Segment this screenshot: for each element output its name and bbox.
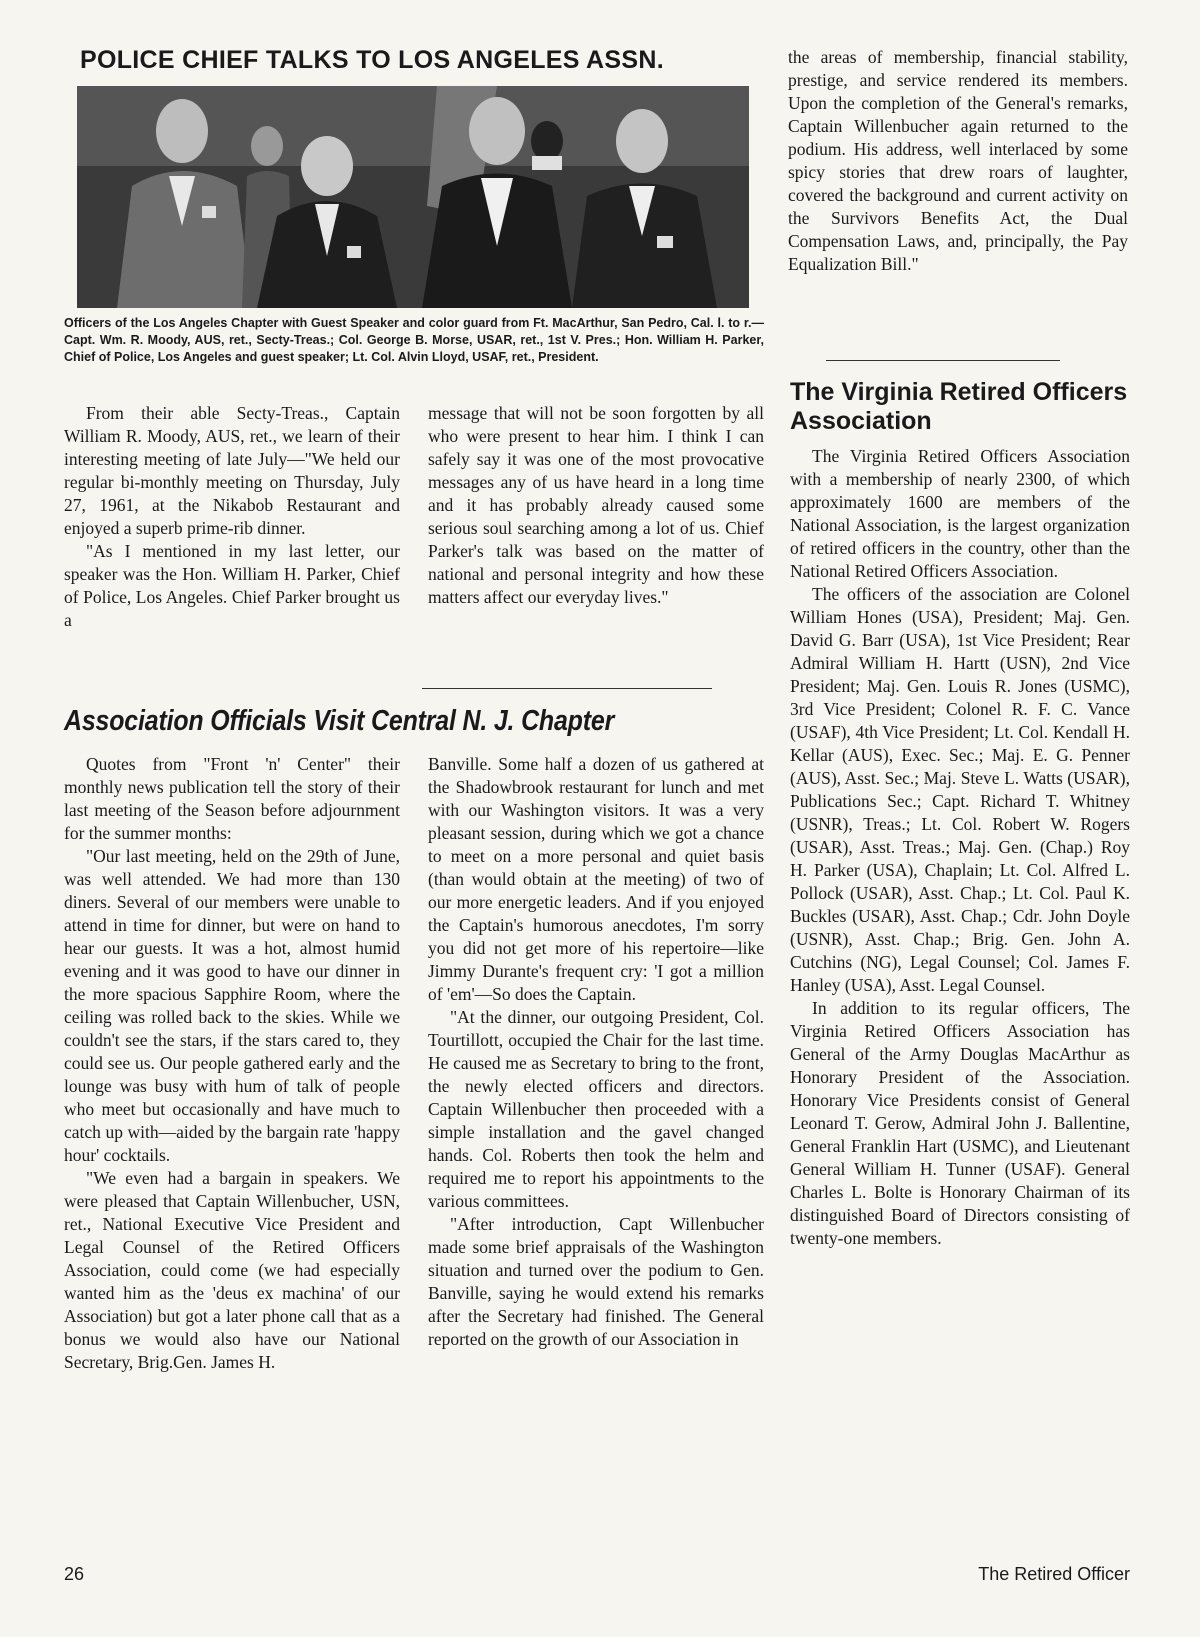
paragraph: Banville. Some half a dozen of us gathered at the Shadowbrook restaurant for lunch and met with our Washington visitors. It was a very pleasant session, during which we got a chance to meet on a more personal and quiet basis (than would obtain at the meeting) of two of our more energetic leaders. And if you enjoyed the Captain's humorous anecdotes, I'm sorry you did not get more of his repertoire—like Jimmy Durante's frequent cry: 'I got a million of 'em'—So does the Captain.	[428, 754, 764, 1004]
paragraph: From their able Secty-Treas., Captain William R. Moody, AUS, ret., we learn of their interesting meeting of late July—"We held our regular bi-monthly meeting on Thursday, July 27, 1961, at the Nikabob Restaurant and enjoyed a superb prime-rib dinner.	[64, 403, 400, 538]
paragraph: Quotes from "Front 'n' Center" their monthly news publication tell the story of their last meeting of the Season before adjournment for the summer months:	[64, 754, 400, 843]
divider	[422, 688, 712, 689]
va-article-body	[790, 445, 1130, 1250]
la-article-col1	[64, 402, 400, 632]
paragraph: "After introduction, Capt Willenbucher made some brief appraisals of the Washington situation and turned over the podium to Gen. Banville, saying he would extend his remarks after the Secretary had finished. The General reported on the growth of our Association in	[428, 1214, 764, 1349]
publication-title: The Retired Officer	[978, 1564, 1130, 1584]
paragraph: the areas of membership, financial stability, prestige, and service rendered its members. Upon the completion of the General's remarks, Captain Willenbucher again returned to the podium. His address, well interlaced by some spicy stories that drew roars of laughter, covered the background and current activity on the Survivors Benefits Act, the Dual Compensation Laws, and, principally, the Pay Equalization Bill."	[788, 47, 1128, 274]
la-article-col2	[428, 402, 764, 609]
paragraph: "As I mentioned in my last letter, our speaker was the Hon. William H. Parker, Chief of Police, Los Angeles. Chief Parker brought us a	[64, 541, 400, 630]
group-photo	[77, 86, 749, 308]
group-photo-icon	[77, 86, 749, 308]
va-article-title: The Virginia Retired Officers Association	[790, 378, 1128, 435]
paragraph: The officers of the association are Colonel William Hones (USA), President; Maj. Gen. David G. Barr (USA), 1st Vice President; Rear Admiral William H. Hartt (USN), 2nd Vice President; Maj. Gen. Louis R. Jones (USMC), 3rd Vice President; Colonel R. F. C. Vance (USAF), 4th Vice President; Lt. Col. Kendall H. Kellar (AUS), Exec. Sec.; Maj. E. G. Penner (AUS), Asst. Sec.; Maj. Steve L. Watts (USAR), Publications Sec.; Capt. Richard T. Whitney (USNR), Treas.; Lt. Col. Robert W. Rogers (USAR), Asst. Treas.; Maj. Gen. (Chap.) Roy H. Parker (USA), Chaplain; Lt. Col. Alfred L. Pollock (USAR), Asst. Chap.; Lt. Col. Paul K. Buckles (USAR), Asst. Chap.; Cdr. John Doyle (USNR), Asst. Chap.; Brig. Gen. John A. Cutchins (NG), Legal Counsel; Col. James F. Hanley (USA), Asst. Legal Counsel.	[790, 584, 1130, 995]
paragraph: "Our last meeting, held on the 29th of June, was well attended. We had more than 130 diners. Several of our members were unable to attend in time for dinner, but were on hand to hear our guests. It was a hot, almost humid evening and it was good to have our dinner in the more spacious Sapphire Room, where the ceiling was rolled back to the skies. While we couldn't see the stars, if the stars cared to, they could see us. Our people gathered early and the lounge was busy with hum of talk of people who meet but occasionally and have much to catch up with—aided by the bargain rate 'happy hour' cocktails.	[64, 846, 400, 1165]
paragraph: In addition to its regular officers, The Virginia Retired Officers Association has General of the Army Douglas MacArthur as Honorary President of the Association. Honorary Vice Presidents consist of General Leonard T. Gerow, Admiral John J. Ballentine, General Franklin Hart (USMC), and Lieutenant General William H. Tunner (USAF). General Charles L. Bolte is Honorary Chairman of its distinguished Board of Directors consisting of twenty-one members.	[790, 998, 1130, 1248]
article-headline: POLICE CHIEF TALKS TO LOS ANGELES ASSN.	[80, 46, 664, 74]
nj-article-col2	[428, 753, 764, 1351]
paragraph: "At the dinner, our outgoing President, Col. Tourtillott, occupied the Chair for the last time. He caused me as Secretary to bring to the front, the newly elected officers and directors. Captain Willenbucher then proceeded with a simple installation and the gavel changed hands. Col. Roberts then took the helm and required me to report his appointments to the various committees.	[428, 1007, 764, 1211]
nj-article-col3	[788, 46, 1128, 276]
divider	[826, 360, 1060, 361]
paragraph: "We even had a bargain in speakers. We were pleased that Captain Willenbucher, USN, ret., National Executive Vice President and Legal Counsel of the Retired Officers Association, could come (we had especially wanted him as the 'deus ex machina' of our Association) but got a later phone call that as a bonus we would also have our National Secretary, Brig.Gen. James H.	[64, 1168, 400, 1372]
photo-caption: Officers of the Los Angeles Chapter with Guest Speaker and color guard from Ft. MacArthur, San Pedro, Cal. l. to r.—Capt. Wm. R. Moody, AUS, ret., Secty-Treas.; Col. George B. Morse, USAR, ret., 1st V. Pres.; Hon. William H. Parker, Chief of Police, Los Angeles and guest speaker; Lt. Col. Alvin Lloyd, USAF, ret., President.	[64, 316, 764, 364]
paragraph: message that will not be soon forgotten by all who were present to hear him. I think I can safely say it was one of the most provocative messages any of us have heard in a long time and it has probably already caused some serious soul searching among a lot of us. Chief Parker's talk was based on the matter of national and personal integrity and how these matters affect our everyday lives."	[428, 403, 764, 607]
page-number: 26	[64, 1564, 85, 1584]
nj-article-col1	[64, 753, 400, 1374]
nj-article-title: Association Officials Visit Central N. J. Chapter	[64, 705, 615, 737]
paragraph: The Virginia Retired Officers Association with a membership of nearly 2300, of which approximately 1600 are members of the National Association, is the largest organization of retired officers in the country, other than the National Retired Officers Association.	[790, 446, 1130, 581]
